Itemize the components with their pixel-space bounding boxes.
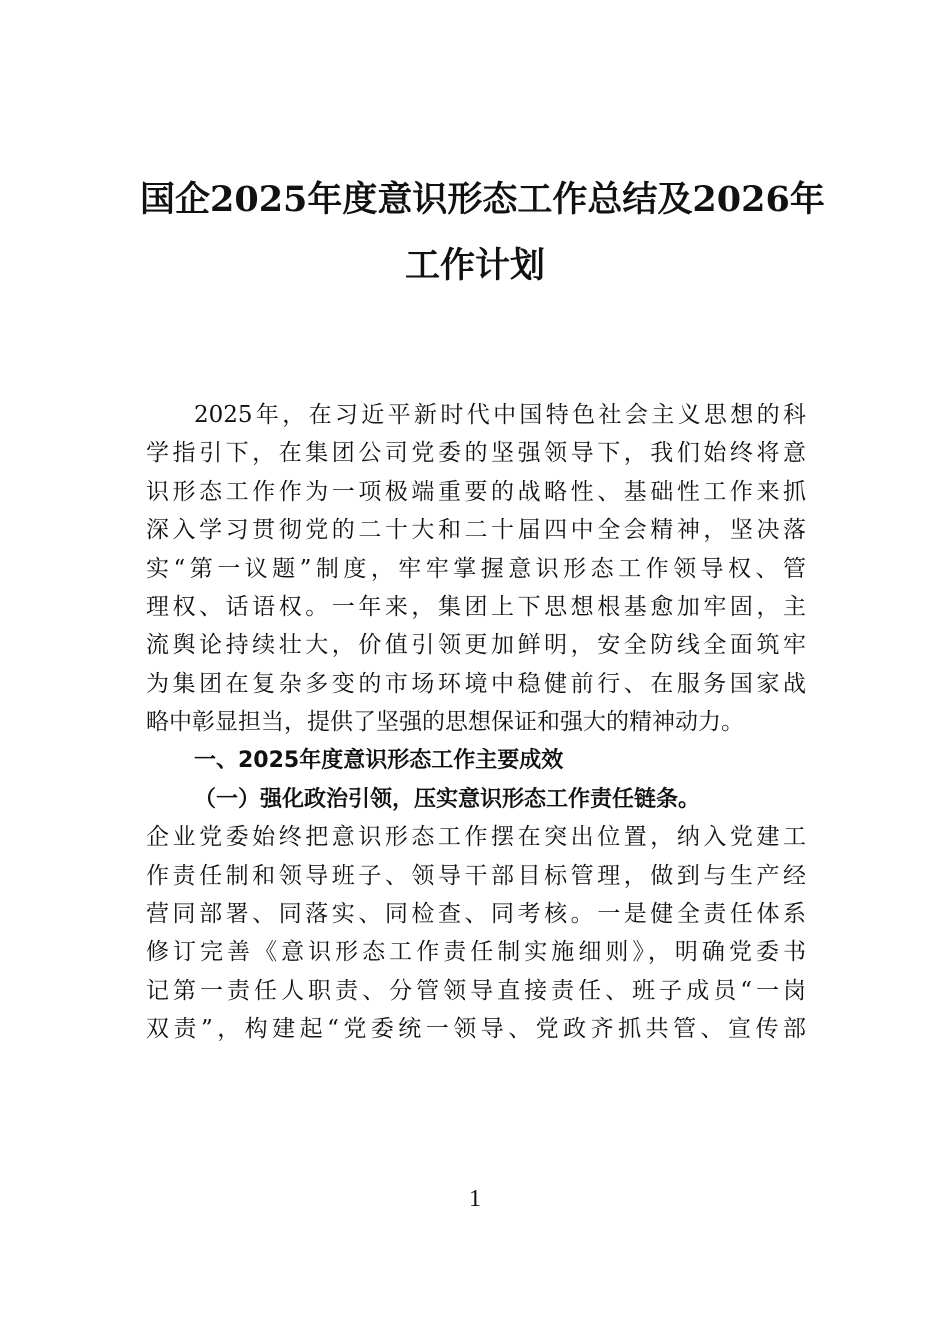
- paragraph-1-line: 2025年，在习近平新时代中国特色社会主义思想的科: [194, 402, 806, 428]
- subsection-heading: （一）强化政治引领，压实意识形态工作责任链条。: [194, 785, 701, 812]
- document-body: [146, 396, 806, 1049]
- paragraph-2-line: 营同部署、同落实、同检查、同考核。一是健全责任体系: [146, 901, 806, 928]
- paragraph-1-line: 流舆论持续壮大，价值引领更加鲜明，安全防线全面筑牢: [146, 632, 806, 659]
- paragraph-1-line: 学指引下，在集团公司党委的坚强领导下，我们始终将意: [146, 440, 806, 467]
- paragraph-2-line: 双责”，构建起“党委统一领导、党政齐抓共管、宣传部: [146, 1016, 806, 1043]
- title-line-2: 工作计划: [404, 245, 545, 286]
- paragraph-2-line: 作责任制和领导班子、领导干部目标管理，做到与生产经: [146, 862, 806, 889]
- paragraph-2-line: 企业党委始终把意识形态工作摆在突出位置，纳入党建工: [146, 824, 806, 851]
- section-heading: 一、2025年度意识形态工作主要成效: [194, 747, 564, 773]
- paragraph-2-line: 记第一责任人职责、分管领导直接责任、班子成员“一岗: [146, 977, 806, 1004]
- title-line-1: 国企2025年度意识形态工作总结及2026年: [140, 179, 825, 220]
- paragraph-1-line: 理权、话语权。一年来，集团上下思想根基愈加牢固，主: [146, 593, 806, 620]
- paragraph-1-line: 识形态工作作为一项极端重要的战略性、基础性工作来抓: [146, 478, 806, 505]
- paragraph-1-line: 实“第一议题”制度，牢牢掌握意识形态工作领导权、管: [146, 555, 806, 582]
- document-title: [140, 167, 825, 299]
- paragraph-1-line: 为集团在复杂多变的市场环境中稳健前行、在服务国家战: [146, 670, 806, 697]
- paragraph-1-line: 略中彰显担当，提供了坚强的思想保证和强大的精神动力。: [146, 709, 744, 736]
- paragraph-2-line: 修订完善《意识形态工作责任制实施细则》，明确党委书: [146, 939, 806, 966]
- paragraph-1-line: 深入学习贯彻党的二十大和二十届四中全会精神，坚决落: [146, 517, 806, 544]
- page-number: 1: [469, 1186, 481, 1212]
